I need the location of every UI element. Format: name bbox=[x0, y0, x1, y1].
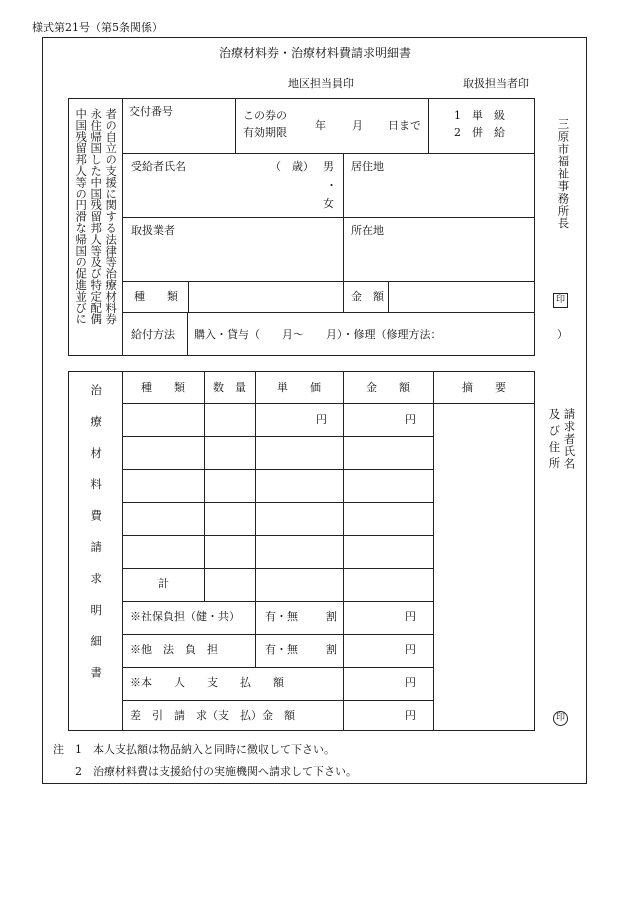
benefit-type-single: 1 単 級 bbox=[454, 109, 505, 122]
location-label: 所在地 bbox=[351, 224, 384, 237]
kind-label: 種 類 bbox=[134, 290, 178, 303]
insurance-ratio: 割 bbox=[326, 610, 337, 623]
residence-label: 居住地 bbox=[351, 160, 384, 173]
office-seal: 印 bbox=[553, 293, 568, 308]
validity-label-2: 有効期限 bbox=[243, 126, 287, 139]
diff-claim-label: 差 引 請 求（支 払）金 額 bbox=[130, 709, 295, 722]
insurance-yes-no: 有・無 bbox=[265, 610, 298, 623]
form-label: 様式第21号（第5条関係） bbox=[32, 21, 163, 34]
recipient-name-label: 受給者氏名 bbox=[131, 160, 186, 173]
other-law-ratio: 割 bbox=[326, 643, 337, 656]
method-detail: 購入・貸与（ 月～ 月）・修理（修理方法： ） bbox=[194, 328, 568, 341]
law-text-line1: 中国残留邦人等の円滑な帰国の促進並びに bbox=[74, 108, 89, 325]
unit-price-yen: 円 bbox=[316, 413, 327, 426]
claimant-seal: 印 bbox=[553, 711, 568, 726]
sex-separator: ・ bbox=[326, 179, 337, 192]
self-pay-label: ※本 人 支 払 額 bbox=[130, 676, 284, 689]
note-1: 注 1 本人支払額は物品納入と同時に徴収して下さい。 bbox=[53, 743, 335, 756]
sex-female: 女 bbox=[323, 197, 334, 210]
age-label: （ 歳） bbox=[270, 160, 314, 173]
law-text-line3: 者の自立の支援に関する法律等治療材料券 bbox=[104, 108, 119, 325]
total-label: 計 bbox=[158, 577, 169, 590]
handler-label: 取扱業者 bbox=[131, 224, 175, 237]
other-law-yen: 円 bbox=[405, 643, 416, 656]
handler-stamp-label: 取扱担当者印 bbox=[463, 77, 529, 90]
claimant-name-label: 請求者氏名 bbox=[562, 408, 577, 470]
law-text-line2: 永住帰国した中国残留邦人等及び特定配偶 bbox=[89, 108, 104, 325]
insurance-yen: 円 bbox=[405, 610, 416, 623]
header-remarks: 摘 要 bbox=[462, 381, 506, 394]
header-quantity: 数 量 bbox=[213, 381, 246, 394]
benefit-type-combined: 2 併 給 bbox=[454, 126, 505, 139]
diff-claim-yen: 円 bbox=[405, 709, 416, 722]
other-law-yes-no: 有・無 bbox=[265, 643, 298, 656]
insurance-label: ※社保負担（健・共） bbox=[130, 610, 240, 623]
self-pay-yen: 円 bbox=[405, 676, 416, 689]
sex-male: 男 bbox=[323, 160, 334, 173]
validity-day: 日まで bbox=[388, 119, 421, 132]
other-law-label: ※他 法 負 担 bbox=[130, 643, 218, 656]
note-2: 2 治療材料費は支援給付の実施機関へ請求して下さい。 bbox=[53, 765, 357, 778]
page-title: 治療材料券・治療材料費請求明細書 bbox=[218, 46, 411, 60]
validity-year: 年 bbox=[315, 119, 326, 132]
validity-label-1: この券の bbox=[243, 109, 287, 122]
validity-month: 月 bbox=[352, 119, 363, 132]
header-unit-price: 単 価 bbox=[277, 381, 321, 394]
amount-label: 金 額 bbox=[351, 290, 384, 303]
header-kind: 種 類 bbox=[141, 381, 185, 394]
bill-side-title: 治療材料費請求明細書 bbox=[89, 384, 104, 698]
amount-yen: 円 bbox=[405, 413, 416, 426]
method-label: 給付方法 bbox=[131, 328, 175, 341]
district-stamp-label: 地区担当員印 bbox=[288, 77, 354, 90]
office-director: 三原市福祉事務所長 bbox=[556, 118, 571, 230]
claimant-address-label: 及び住所 bbox=[547, 408, 562, 474]
header-amount: 金 額 bbox=[366, 381, 410, 394]
issue-number-label: 交付番号 bbox=[129, 105, 173, 118]
